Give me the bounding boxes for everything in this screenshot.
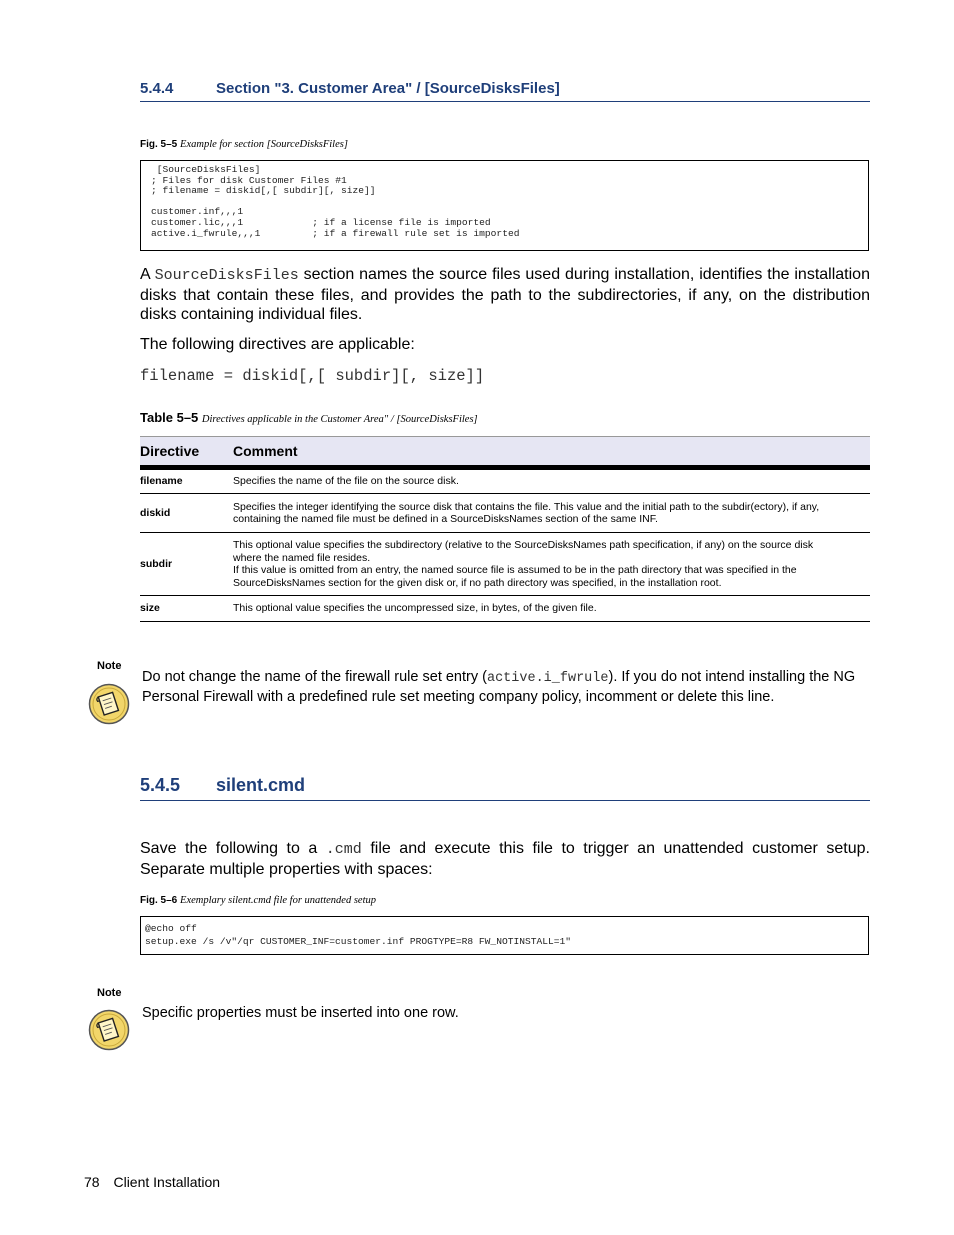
note-label: Note	[97, 987, 122, 999]
code-line: customer.inf,,,1	[151, 206, 244, 218]
paragraph-text: file and execute this file to trigger an unattended customer setup. Separate multiple properties with spaces:	[140, 840, 870, 878]
note-text-firewall	[142, 668, 870, 707]
figure-caption-text: Example for section [SourceDisksFiles]	[180, 139, 348, 150]
code-box-sourcedisksfiles	[140, 160, 869, 251]
comment-line: SourceDisksNames section for the given disk or, if no path directory was specified, in the installation root.	[233, 576, 722, 589]
notepad-icon	[88, 1009, 130, 1051]
code-box-silent-cmd	[140, 916, 869, 955]
figure-label: Fig. 5–5	[140, 139, 178, 150]
code-line: [SourceDisksFiles]	[151, 164, 261, 175]
code-line: active.i_fwrule,,,1 ; if a firewall rule set is imported	[151, 227, 520, 239]
paragraph-text: Save the following to a	[140, 840, 318, 857]
figure-caption-5-5	[140, 139, 348, 150]
notepad-icon	[88, 683, 130, 725]
syntax-line: filename = diskid[,[ subdir][, size]]	[140, 367, 485, 385]
comment-cell	[233, 533, 870, 596]
inline-code: SourceDisksFiles	[154, 267, 299, 284]
table-caption-5-5	[140, 410, 478, 425]
page-footer	[84, 1174, 220, 1190]
column-header-directive: Directive	[140, 437, 233, 468]
note-text: ). If you do not intend installing the NG Personal Firewall with a predefined rule set meeting company policy, incomment or delete this line.	[142, 669, 856, 705]
chapter-title: Client Installation	[113, 1174, 221, 1190]
table-row	[140, 494, 870, 533]
table-row	[140, 468, 870, 494]
paragraph-silent-cmd	[140, 839, 870, 879]
section-number: 5.4.4	[140, 80, 174, 97]
section-title: Section "3. Customer Area" / [SourceDisksFiles]	[216, 80, 560, 97]
inline-code: active.i_fwrule	[486, 671, 609, 686]
inline-code: .cmd	[325, 841, 362, 858]
section-heading-5-4-4	[140, 80, 870, 102]
paragraph-directives-applicable: The following directives are applicable:	[140, 336, 415, 353]
section-number: 5.4.5	[140, 775, 181, 795]
comment-line: This optional value specifies the uncompressed size, in bytes, of the given file.	[233, 602, 597, 615]
table-header-row	[140, 437, 870, 468]
directive-cell: diskid	[140, 494, 233, 533]
table-caption-text: Directives applicable in the Customer Area" / [SourceDisksFiles]	[201, 414, 478, 425]
directive-cell: subdir	[140, 533, 233, 596]
comment-cell	[233, 468, 870, 494]
code-line: customer.lic,,,1 ; if a license file is imported	[151, 216, 491, 228]
page-number: 78	[84, 1174, 100, 1190]
paragraph-sourcedisksfiles-intro	[140, 265, 870, 325]
code-line: setup.exe /s /v"/qr CUSTOMER_INF=customer.inf PROGTYPE=R8 FW_NOTINSTALL=1"	[145, 936, 572, 947]
note-label: Note	[97, 660, 122, 672]
code-line: ; filename = diskid[,[ subdir][, size]]	[151, 185, 376, 197]
comment-line: where the named file resides.	[233, 551, 371, 564]
table-row	[140, 533, 870, 596]
figure-caption-text: Exemplary silent.cmd file for unattended setup	[180, 895, 376, 906]
comment-line: Specifies the name of the file on the source disk.	[233, 475, 459, 488]
note-text: Do not change the name of the firewall rule set entry (	[142, 669, 487, 685]
comment-line: Specifies the integer identifying the source disk that contains the file. This value and the initial path to the subdir(ectory), if any,	[233, 500, 820, 513]
section-heading-5-4-5	[140, 775, 870, 801]
comment-line: This optional value specifies the subdirectory (relative to the SourceDisksNames path specification, if any) on the source disk	[233, 539, 814, 551]
code-line	[151, 197, 858, 208]
note-text-properties: Specific properties must be inserted into one row.	[142, 1005, 459, 1021]
figure-label: Fig. 5–6	[140, 895, 178, 906]
directive-cell: size	[140, 596, 233, 622]
directive-cell: filename	[140, 468, 233, 494]
comment-line: containing the named file must be defined in a SourceDisksNames section of the same INF.	[233, 513, 658, 525]
figure-caption-5-6	[140, 895, 376, 906]
table-label: Table 5–5	[140, 410, 199, 425]
comment-cell	[233, 596, 870, 622]
code-line: @echo off	[145, 923, 197, 934]
paragraph-text: A	[140, 266, 150, 283]
comment-cell	[233, 494, 870, 533]
table-row	[140, 596, 870, 622]
code-line: ; Files for disk Customer Files #1	[151, 174, 347, 186]
directives-table	[140, 436, 870, 622]
comment-line: If this value is omitted from an entry, the named source file is assumed to be in the path directory that was specified in the	[233, 564, 797, 576]
column-header-comment: Comment	[233, 437, 870, 468]
paragraph-text: section names the source files used during installation, identifies the installation disks that contain these files, and provides the path to the subdirectories, if any, on the distribution disks containing individual files.	[140, 266, 870, 323]
section-title: silent.cmd	[216, 775, 306, 795]
